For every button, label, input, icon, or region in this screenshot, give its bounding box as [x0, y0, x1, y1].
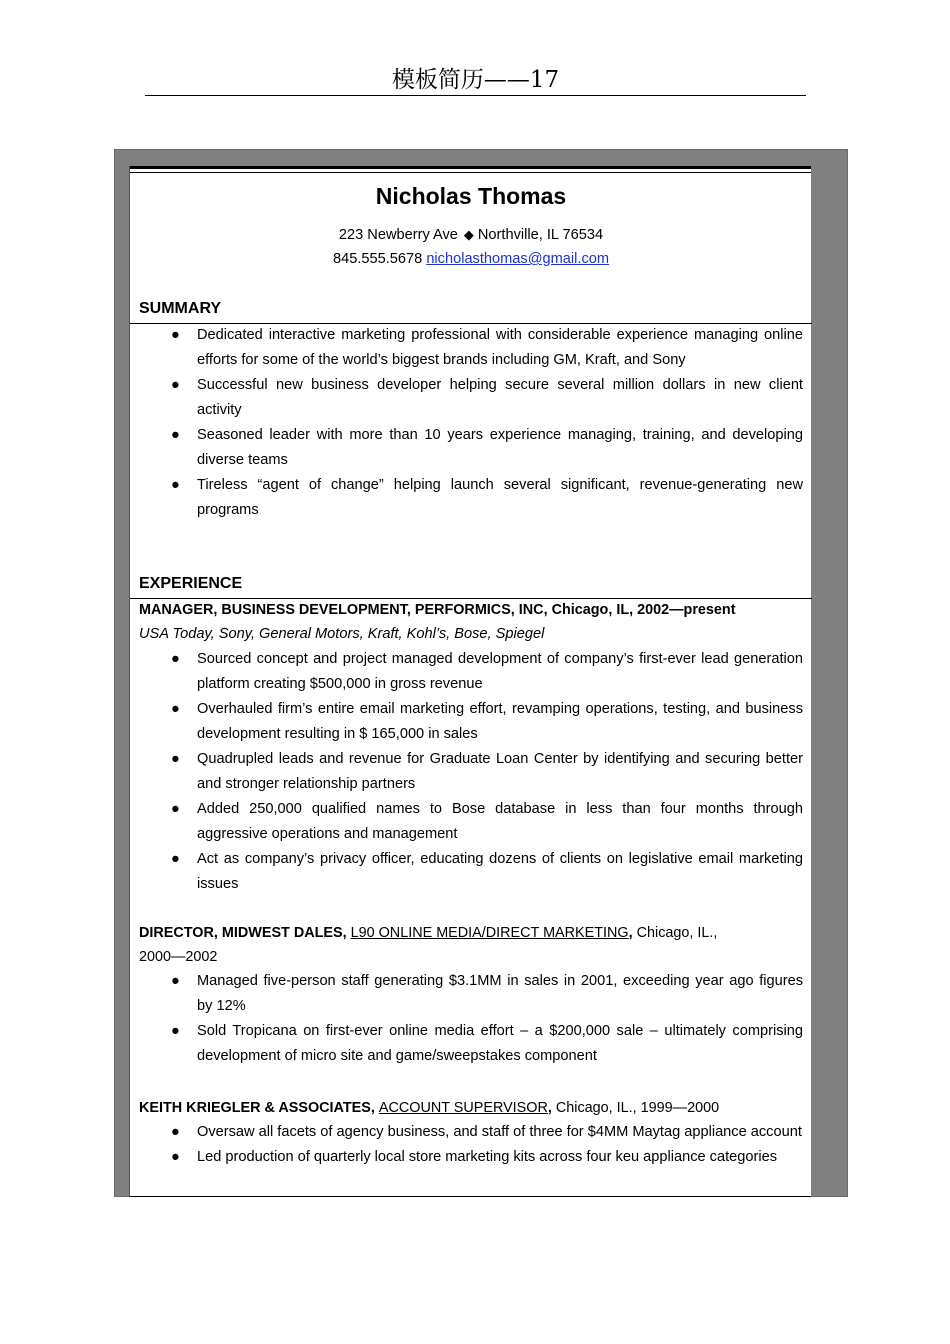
job-item: ● Managed five-person staff generating $3.1MM in sales in 2001, exceeding year ago figures by 12% — [139, 969, 803, 1019]
bullet-icon: ● — [171, 973, 180, 989]
job-item: ● Sourced concept and project managed development of company’s first-ever lead generation platform creating $500,000 in gross revenue — [139, 647, 803, 697]
bullet-icon: ● — [171, 1149, 180, 1165]
bullet-icon: ● — [171, 801, 180, 817]
summary-list — [139, 323, 803, 523]
bullet-icon: ● — [171, 377, 180, 393]
bullet-icon: ● — [171, 701, 180, 717]
phone-number: 845.555.5678 — [332, 251, 423, 267]
summary-item: ● Dedicated interactive marketing professional with considerable experience managing online efforts for some of the world’s biggest brands including GM, Kraft, and Sony — [139, 323, 803, 373]
job-clients: USA Today, Sony, General Motors, Kraft, Kohl’s, Bose, Spiegel — [139, 626, 545, 642]
bullet-icon: ● — [171, 751, 180, 767]
job-item: ● Quadrupled leads and revenue for Graduate Loan Center by identifying and securing better and stronger relationship partners — [139, 747, 803, 797]
address-line — [139, 223, 803, 247]
job-item: ● Led production of quarterly local store marketing kits across four keu appliance categories — [139, 1145, 803, 1170]
job-l90 — [139, 921, 803, 1069]
position-link: ACCOUNT SUPERVISOR — [378, 1100, 548, 1116]
summary-item: ● Seasoned leader with more than 10 years experience managing, training, and developing diverse teams — [139, 423, 803, 473]
document-title: 模板简历——17 — [391, 67, 560, 93]
top-rule-thin — [130, 172, 811, 173]
job-performics — [139, 598, 803, 897]
job-dates: 2000—2002 — [139, 949, 218, 965]
bullet-icon: ● — [171, 427, 180, 443]
bullet-icon: ● — [171, 477, 180, 493]
job-item: ● Sold Tropicana on first-ever online media effort – a $200,000 sale – ultimately comprising development of micro site and game/sweepstakes component — [139, 1019, 803, 1069]
candidate-name: Nicholas Thomas — [375, 183, 567, 209]
company-link: L90 ONLINE MEDIA/DIRECT MARKETING — [350, 925, 629, 941]
job-item: ● Overhauled firm’s entire email marketing effort, revamping operations, testing, and business development resulting in $ 165,000 in sales — [139, 697, 803, 747]
bullet-icon: ● — [171, 851, 180, 867]
street-address: 223 Newberry Ave — [338, 227, 458, 243]
diamond-separator-icon: ◆ — [463, 227, 474, 242]
email-link[interactable]: nicholasthomas@gmail.com — [426, 251, 610, 267]
bullet-icon: ● — [171, 1124, 180, 1140]
resume-sheet — [129, 166, 811, 1197]
bullet-icon: ● — [171, 651, 180, 667]
job-title: MANAGER, BUSINESS DEVELOPMENT, PERFORMICS, INC, Chicago, IL, 2002—present — [139, 602, 736, 618]
phone-email-line — [139, 247, 803, 271]
experience-heading: EXPERIENCE — [139, 575, 243, 592]
job-item: ● Act as company’s privacy officer, educating dozens of clients on legislative email marketing issues — [139, 847, 803, 897]
job-title: KEITH KRIEGLER & ASSOCIATES, ACCOUNT SUPERVISOR, Chicago, IL., 1999—2000 — [139, 1100, 720, 1116]
job-item: ● Added 250,000 qualified names to Bose database in less than four months through aggressive operations and management — [139, 797, 803, 847]
summary-item: ● Successful new business developer helping secure several million dollars in new client activity — [139, 373, 803, 423]
summary-item: ● Tireless “agent of change” helping launch several significant, revenue-generating new programs — [139, 473, 803, 523]
job-item: ● Oversaw all facets of agency business, and staff of three for $4MM Maytag appliance account — [139, 1120, 803, 1145]
job-kriegler — [139, 1096, 803, 1170]
bullet-icon: ● — [171, 1023, 180, 1039]
bullet-icon: ● — [171, 327, 180, 343]
job-title: DIRECTOR, MIDWEST DALES, L90 ONLINE MEDIA/DIRECT MARKETING, Chicago, IL., — [139, 925, 718, 941]
top-rule-thick — [130, 166, 811, 169]
summary-heading: SUMMARY — [139, 300, 222, 317]
title-underline — [145, 95, 806, 96]
city-state-zip: Northville, IL 76534 — [477, 227, 604, 243]
